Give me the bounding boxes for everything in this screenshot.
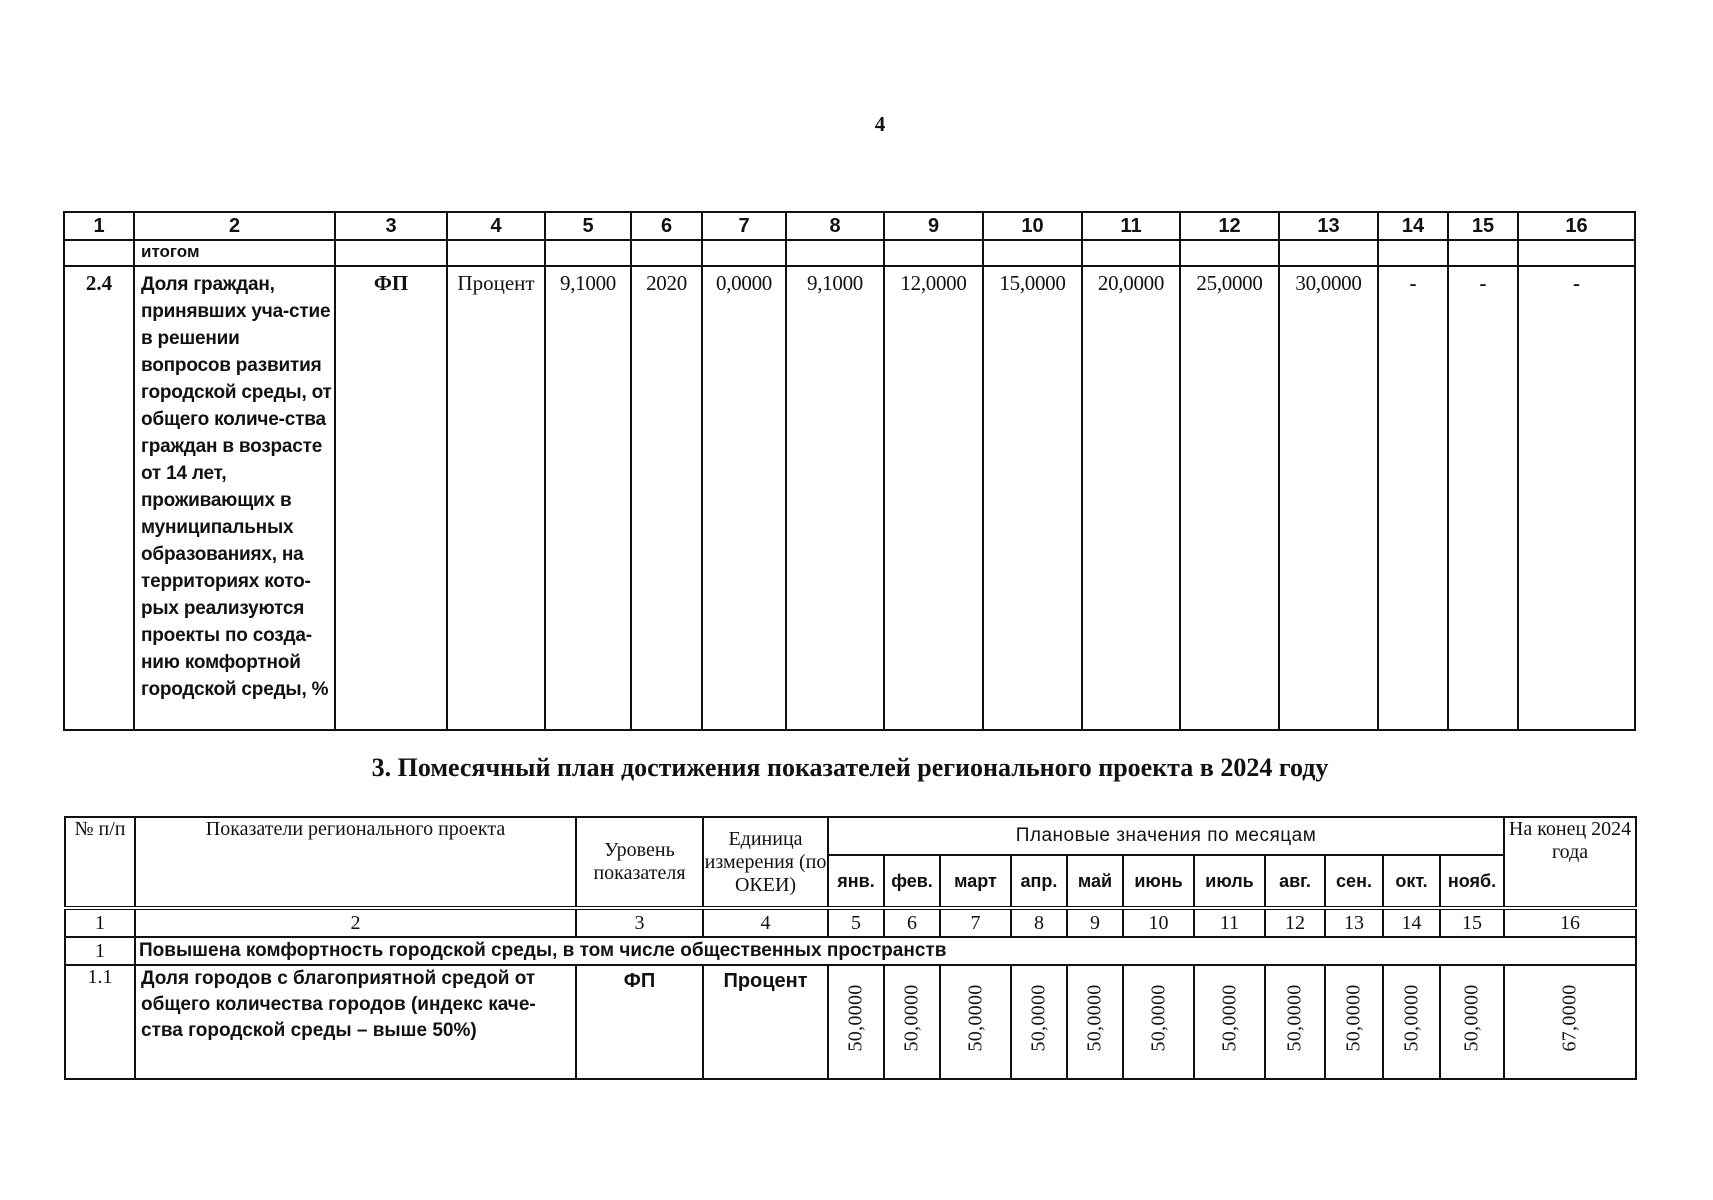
col-number: 10 <box>983 212 1082 240</box>
month-header: нояб. <box>1440 855 1504 908</box>
col-number: 14 <box>1378 212 1448 240</box>
col-number: 3 <box>335 212 447 240</box>
monthly-value: 50,0000 <box>1440 965 1504 1079</box>
section-title: 3. Помесячный план достижения показателей регионального проекта в 2024 году <box>371 753 1329 782</box>
table1-itogom-row <box>64 240 1635 266</box>
col-number: 16 <box>1504 908 1636 937</box>
table2-header-row <box>65 817 1636 855</box>
value-cell: 20,0000 <box>1082 266 1180 730</box>
monthly-value: 50,0000 <box>1325 965 1383 1079</box>
col-number: 6 <box>884 908 940 937</box>
end-value: 67,0000 <box>1504 965 1636 1079</box>
month-header: июль <box>1194 855 1265 908</box>
col-number: 9 <box>884 212 983 240</box>
col-number: 5 <box>828 908 884 937</box>
col-number: 16 <box>1518 212 1635 240</box>
header-level: Уровень показателя <box>576 817 703 908</box>
indicator-unit: Процент <box>447 266 545 730</box>
header-indicators: Показатели регионального проекта <box>135 817 576 908</box>
value-cell: 25,0000 <box>1180 266 1279 730</box>
col-number: 12 <box>1265 908 1325 937</box>
indicators-table <box>63 211 1636 731</box>
col-number: 15 <box>1440 908 1504 937</box>
header-end: На конец 2024 года <box>1504 817 1636 908</box>
monthly-value: 50,0000 <box>1194 965 1265 1079</box>
month-header: фев. <box>884 855 940 908</box>
value-cell: 9,1000 <box>786 266 884 730</box>
col-number: 13 <box>1279 212 1378 240</box>
section-number: 1 <box>65 937 135 965</box>
header-num: № п/п <box>65 817 135 908</box>
month-header: авг. <box>1265 855 1325 908</box>
col-number: 1 <box>64 212 134 240</box>
row-number: 1.1 <box>65 965 135 1079</box>
col-number: 11 <box>1082 212 1180 240</box>
col-number: 10 <box>1123 908 1194 937</box>
monthly-value: 50,0000 <box>1011 965 1067 1079</box>
monthly-value: 50,0000 <box>1123 965 1194 1079</box>
indicator-level: ФП <box>576 965 703 1079</box>
monthly-value: 50,0000 <box>1383 965 1440 1079</box>
row-number: 2.4 <box>64 266 134 730</box>
section-label: Повышена комфортность городской среды, в том числе общественных пространств <box>135 937 1636 965</box>
table2-colnum-row <box>65 908 1636 937</box>
value-cell: 30,0000 <box>1279 266 1378 730</box>
month-header: апр. <box>1011 855 1067 908</box>
col-number: 15 <box>1448 212 1518 240</box>
monthly-plan-table <box>64 816 1637 1080</box>
dash-cell: - <box>1448 266 1518 730</box>
col-number: 4 <box>703 908 828 937</box>
dash-cell: - <box>1378 266 1448 730</box>
col-number: 13 <box>1325 908 1383 937</box>
indicator-level: ФП <box>335 266 447 730</box>
value-cell: 2020 <box>631 266 702 730</box>
page-number: 4 <box>874 112 886 136</box>
indicator-unit: Процент <box>703 965 828 1079</box>
col-number: 2 <box>135 908 576 937</box>
col-number: 7 <box>702 212 786 240</box>
monthly-value: 50,0000 <box>940 965 1011 1079</box>
month-header: сен. <box>1325 855 1383 908</box>
header-unit: Единица измерения (по ОКЕИ) <box>703 817 828 908</box>
monthly-value: 50,0000 <box>1067 965 1123 1079</box>
table1-header-row <box>64 212 1635 240</box>
indicator-name: Доля граждан, принявших уча-стие в решении вопросов развития городской среды, от общего количе-ства граждан в возрасте от 14 лет, проживающих в муниципальных образованиях, на территориях кото-рых реализуются проекты по созда-нию комфортной городской среды, % <box>134 266 335 730</box>
col-number: 4 <box>447 212 545 240</box>
value-cell: 12,0000 <box>884 266 983 730</box>
monthly-value: 50,0000 <box>828 965 884 1079</box>
value-cell: 0,0000 <box>702 266 786 730</box>
monthly-value: 50,0000 <box>884 965 940 1079</box>
col-number: 3 <box>576 908 703 937</box>
col-number: 8 <box>786 212 884 240</box>
value-cell: 15,0000 <box>983 266 1082 730</box>
col-number: 8 <box>1011 908 1067 937</box>
col-number: 7 <box>940 908 1011 937</box>
col-number: 5 <box>545 212 631 240</box>
col-number: 2 <box>134 212 335 240</box>
value-cell: 9,1000 <box>545 266 631 730</box>
dash-cell: - <box>1518 266 1635 730</box>
header-plan: Плановые значения по месяцам <box>828 817 1504 855</box>
indicator-name: Доля городов с благоприятной средой от общего количества городов (индекс каче-ства городской среды – выше 50%) <box>135 965 576 1079</box>
month-header: июнь <box>1123 855 1194 908</box>
itogom-text: итогом <box>134 240 335 266</box>
col-number: 6 <box>631 212 702 240</box>
col-number: 1 <box>65 908 135 937</box>
table-row <box>65 965 1636 1079</box>
table2-section-row <box>65 937 1636 965</box>
month-header: окт. <box>1383 855 1440 908</box>
month-header: янв. <box>828 855 884 908</box>
monthly-value: 50,0000 <box>1265 965 1325 1079</box>
col-number: 11 <box>1194 908 1265 937</box>
col-number: 9 <box>1067 908 1123 937</box>
col-number: 12 <box>1180 212 1279 240</box>
month-header: май <box>1067 855 1123 908</box>
month-header: март <box>940 855 1011 908</box>
col-number: 14 <box>1383 908 1440 937</box>
table-row <box>64 266 1635 730</box>
